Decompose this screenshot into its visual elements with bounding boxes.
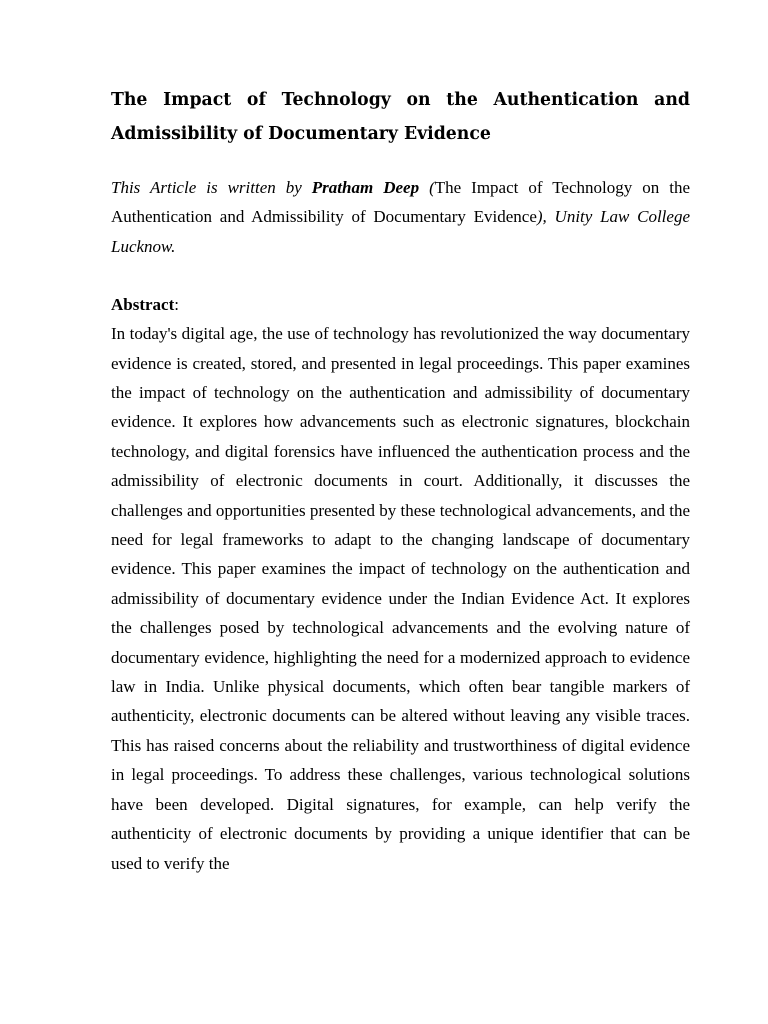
- byline: [111, 173, 690, 261]
- article-title-line-1: The Impact of Technology on the Authentication and: [111, 90, 690, 110]
- article-title: [111, 84, 690, 151]
- abstract-label: Abstract: [111, 294, 175, 314]
- article-title-line-2: Admissibility of Documentary Evidence: [111, 123, 491, 144]
- abstract-body: In today's digital age, the use of technology has revolutionized the way documentary evidence is created, stored, and presented in legal proceedings. This paper examines the impact of technology on the authentication and admissibility of documentary evidence. It explores how advancements such as electronic signatures, blockchain technology, and digital forensics have influenced the authentication process and the admissibility of electronic documents in court. Additionally, it discusses the challenges and opportunities presented by these technological advancements, and the need for legal frameworks to adapt to the changing landscape of documentary evidence. This paper examines the impact of technology on the authentication and admissibility of documentary evidence under the Indian Evidence Act. It explores the challenges posed by technological advancements and the evolving nature of documentary evidence, highlighting the need for a modernized approach to evidence law in India. Unlike physical documents, which often bear tangible markers of authenticity, electronic documents can be altered without leaving any visible traces. This has raised concerns about the reliability and trustworthiness of digital evidence in legal proceedings. To address these challenges, various technological solutions have been developed. Digital signatures, for example, can help verify the authenticity of electronic documents by providing a unique identifier that can be used to verify the: [111, 324, 690, 873]
- document-page: [111, 84, 690, 878]
- abstract-heading: [111, 290, 690, 319]
- byline-suffix: ), Unity Law College Lucknow.: [111, 207, 690, 256]
- byline-prefix: This Article is written by: [111, 178, 312, 197]
- byline-article-title: The Impact of Technology on the Authentication and Admissibility of Documentary Evidence: [111, 178, 690, 227]
- byline-author: Pratham Deep: [311, 178, 420, 197]
- abstract-colon: :: [174, 294, 179, 314]
- byline-open-paren: (: [419, 178, 435, 197]
